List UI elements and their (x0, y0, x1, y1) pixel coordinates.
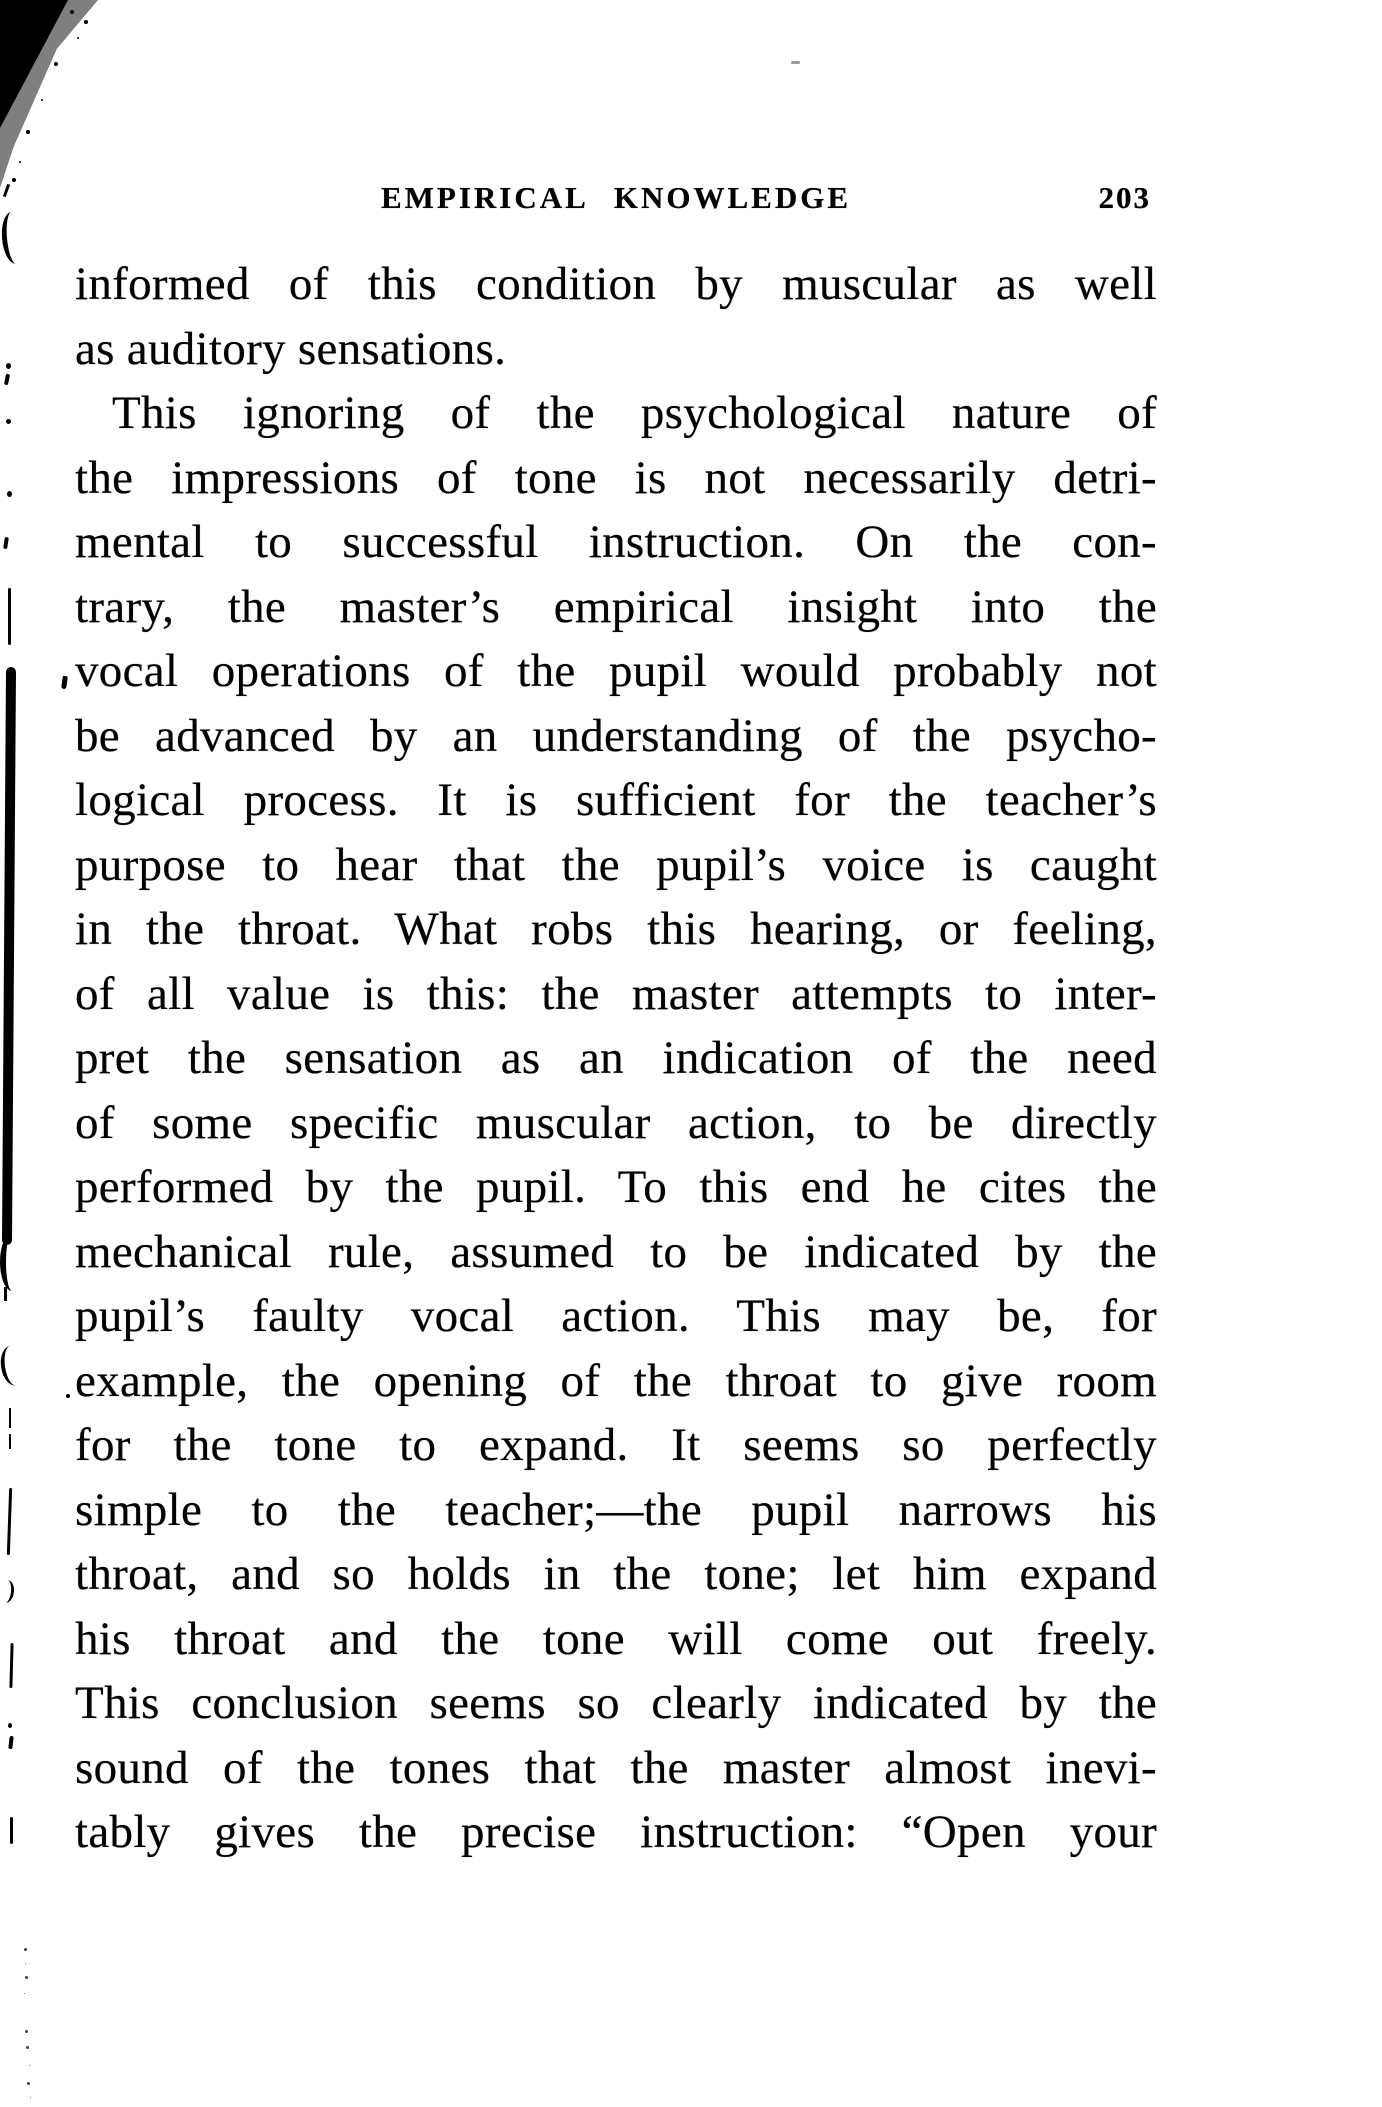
text-line: in the throat. What robs this hearing, or feeling, (75, 903, 1157, 955)
scan-artifact-streak-bend (0, 1233, 19, 1291)
scan-artifact-comma (61, 676, 68, 690)
text-line: be advanced by an understanding of the psycho- (75, 709, 1157, 762)
text-line: of all value is this: the master attempts to inter- (75, 967, 1157, 1020)
text-line: vocal operations of the pupil would probably not (75, 645, 1157, 697)
text-line: his throat and the tone will come out freely. (75, 1612, 1157, 1665)
text-line: as auditory sensations. (75, 322, 507, 375)
scan-artifact-binding-streak (2, 667, 16, 1245)
scan-artifact-brace (1, 1579, 15, 1603)
page-title: EMPIRICAL KNOWLEDGE (380, 180, 852, 215)
scan-artifact-dot (66, 1394, 70, 1398)
scan-artifact-dot (7, 491, 12, 497)
text-line: the impressions of tone is not necessarily detri- (75, 451, 1157, 504)
scan-artifact-mark (3, 537, 9, 549)
scan-artifact-streak-tail (4, 1287, 7, 1301)
scan-artifact-streak (7, 1488, 12, 1555)
scan-artifact-brace (0, 211, 23, 264)
scan-artifact-dash (791, 61, 800, 64)
text-line: example, the opening of the throat to give room (75, 1354, 1157, 1407)
scan-artifact-speckles (70, 10, 74, 14)
text-line: for the tone to expand. It seems so perfectly (75, 1419, 1157, 1471)
text-line: simple to the teacher;—the pupil narrows his (75, 1483, 1157, 1536)
scan-artifact-streak (9, 1434, 11, 1449)
text-line: of some specific muscular action, to be directly (75, 1096, 1157, 1149)
text-line: purpose to hear that the pupil’s voice is caught (75, 838, 1157, 891)
text-line: pret the sensation as an indication of the need (75, 1032, 1157, 1084)
scan-artifact-mark (8, 1723, 12, 1728)
scan-artifact-corner-smudge-fringe (0, 0, 98, 188)
text-line: logical process. It is sufficient for the teacher’s (75, 774, 1157, 826)
page-body (75, 252, 1157, 1865)
scan-artifact-dot (6, 419, 11, 424)
text-line: mental to successful instruction. On the con- (75, 516, 1157, 568)
text-line: sound of the tones that the master almost inevi- (75, 1741, 1157, 1794)
text-line: tably gives the precise instruction: “Open your (75, 1806, 1157, 1858)
running-head (75, 178, 1157, 218)
scan-artifact-mark (6, 363, 11, 369)
text-line: mechanical rule, assumed to be indicated by the (75, 1225, 1157, 1278)
text-line: This conclusion seems so clearly indicated by the (75, 1677, 1157, 1729)
scan-artifact-streak (8, 588, 11, 645)
page-number: 203 (1098, 180, 1151, 215)
scan-artifact-tick (3, 184, 10, 197)
text-line: This ignoring of the psychological nature of (112, 387, 1157, 439)
text-line: pupil’s faulty vocal action. This may be, for (75, 1290, 1157, 1342)
scan-artifact-arc (0, 1345, 22, 1387)
scan-artifact-mark (4, 374, 10, 386)
scan-artifact-streak (9, 1408, 11, 1428)
scan-artifact-mark (8, 1736, 14, 1749)
scan-artifact-streak (10, 1817, 13, 1844)
text-line: trary, the master’s empirical insight into the (75, 580, 1157, 633)
scan-artifact-speckles (24, 1948, 27, 1951)
text-line: informed of this condition by muscular as well (75, 258, 1157, 310)
text-line: throat, and so holds in the tone; let him expand (75, 1548, 1157, 1600)
scan-artifact-streak (9, 1643, 13, 1688)
scan-artifact-speckles (25, 2030, 28, 2033)
text-line: performed by the pupil. To this end he cites the (75, 1161, 1157, 1213)
